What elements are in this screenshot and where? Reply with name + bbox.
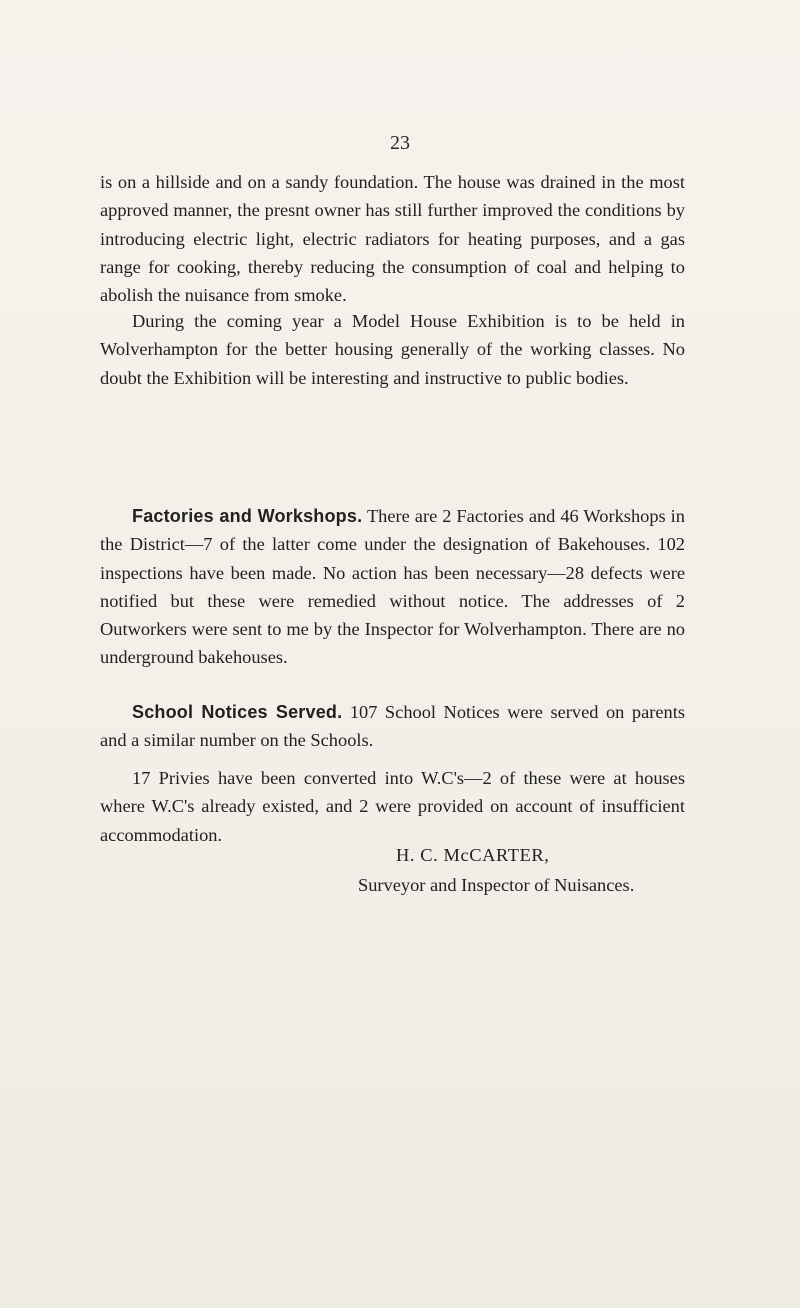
signature-name: H. C. McCARTER, — [396, 845, 550, 865]
paragraph-factories-body: There are 2 Factories and 46 Workshops in the District—7 of the latter come under the designation of Bakehouses. 102 inspections have been made. No action has been necessary—28 defects were notified but these were remedied without notice. The addresses of 2 Outworkers were sent to me by the Inspector for Wolverhampton. There are no underground bakehouses. — [100, 506, 685, 668]
paragraph-school-notices — [100, 698, 685, 755]
paragraph-model-house-exhibition: During the coming year a Model House Exhibition is to be held in Wolverhampton for the better housing generally of the working classes. No doubt the Exhibition will be interesting and instructive to public bodies. — [100, 311, 685, 388]
paragraph-school-notices-body: 107 School Notices were served on parents and a similar number on the Schools. — [100, 702, 685, 751]
section-heading-school-notices: School Notices Served. — [132, 702, 343, 722]
section-heading-factories: Factories and Workshops. — [132, 506, 363, 526]
page-number: 23 — [390, 132, 410, 154]
paragraph-house-drainage: is on a hillside and on a sandy foundation. The house was drained in the most approved manner, the presnt owner has still further improved the conditions by introducing electric light, electric radiators for heating purposes, and a gas range for cooking, thereby reducing the consumption of coal and helping to abolish the nuisance from smoke. — [100, 172, 685, 306]
paragraph-factories-workshops — [100, 502, 685, 672]
signature-block — [358, 840, 698, 900]
paragraph-privies: 17 Privies have been converted into W.C's—2 of these were at houses where W.C's already existed, and 2 were provided on account of insufficient accommodation. — [100, 768, 685, 845]
signature-title: Surveyor and Inspector of Nuisances. — [358, 875, 635, 895]
